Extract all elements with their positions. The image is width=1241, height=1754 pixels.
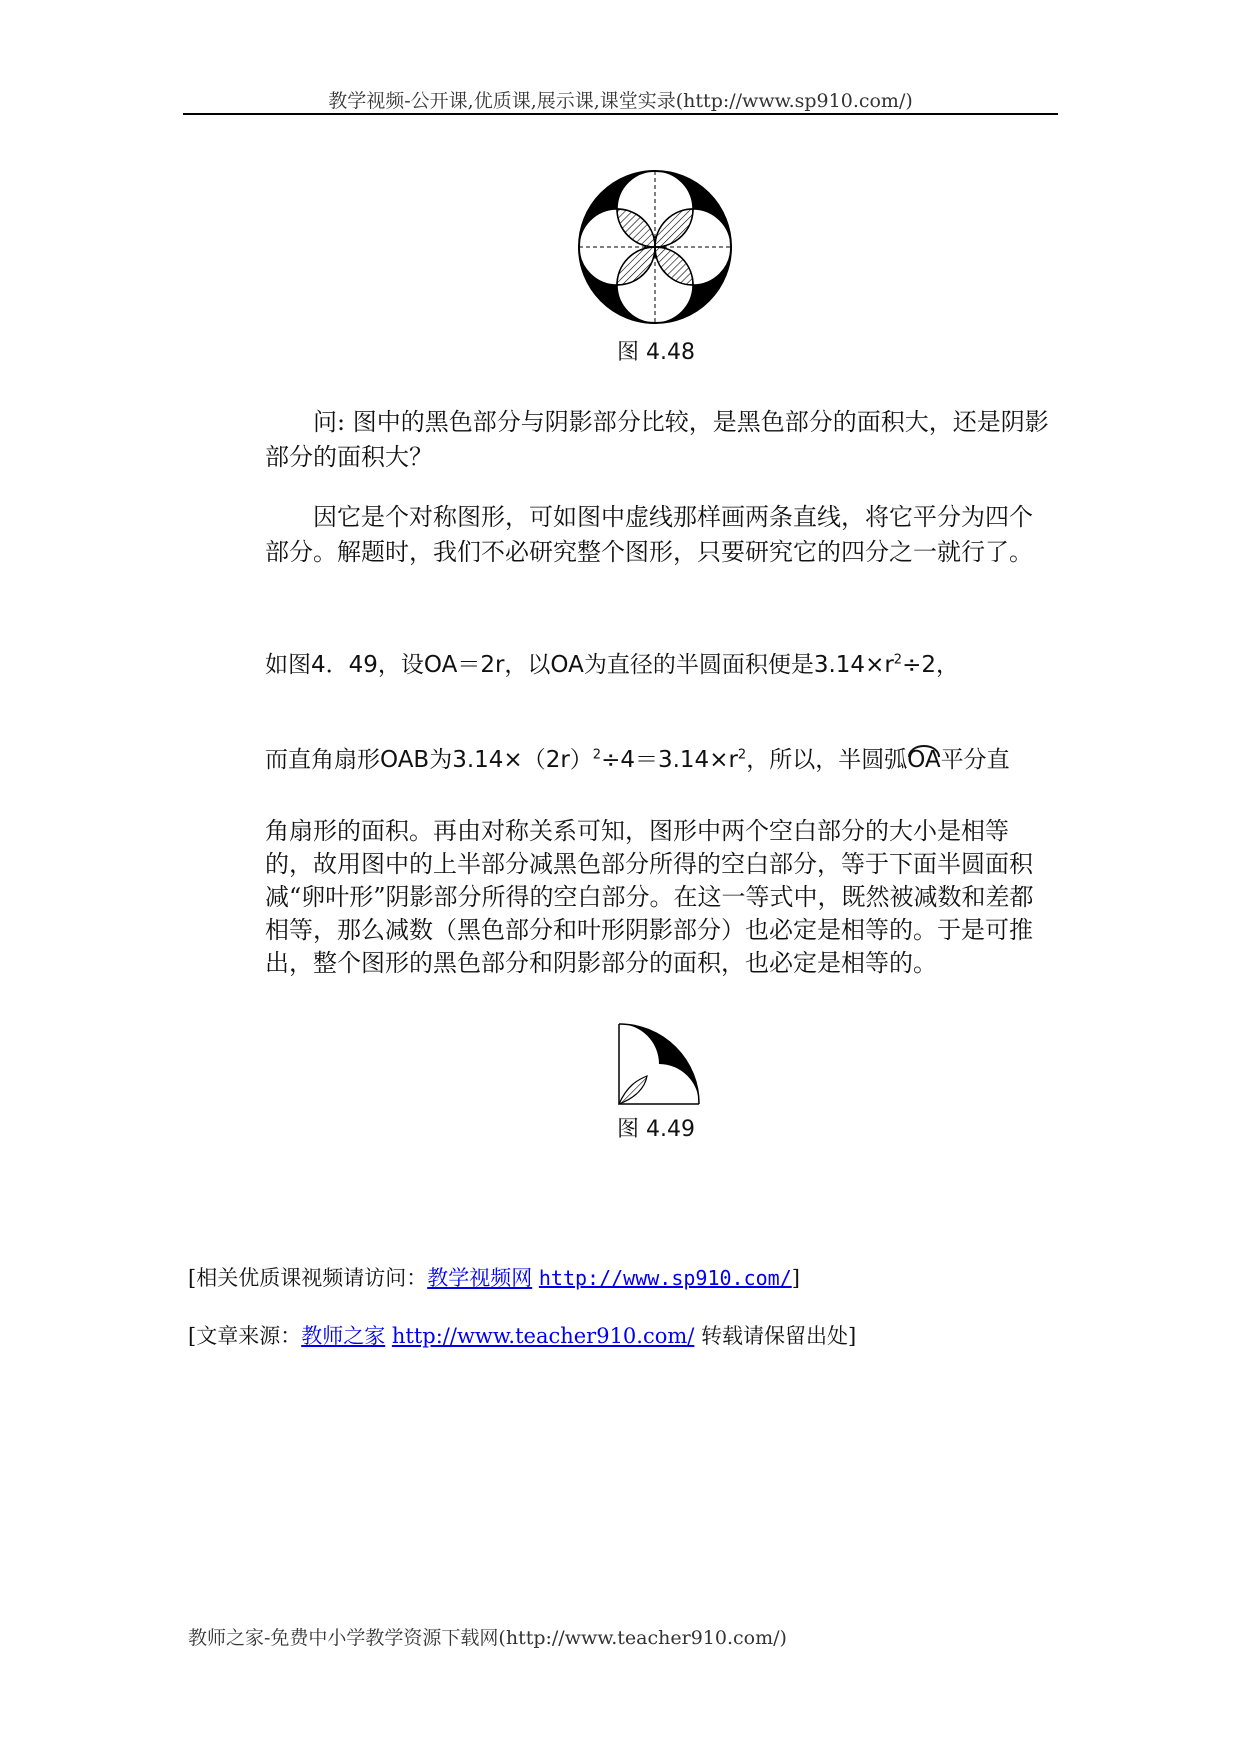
site-link-teacher910[interactable]: 教师之家	[301, 1324, 386, 1348]
url-link-teacher910[interactable]: http://www.teacher910.com/	[391, 1324, 695, 1348]
arc-oa: OA	[907, 747, 941, 773]
site-link-sp910[interactable]: 教学视频网	[427, 1266, 533, 1290]
page-footer: 教师之家-免费中小学教学资源下载网(http://www.teacher910.com/)	[188, 1627, 787, 1649]
related-videos-line: [相关优质课视频请访问：教学视频网 http://www.sp910.com/]	[188, 1266, 800, 1290]
intro-paragraph: 因它是个对称图形，可如图中虚线那样画两条直线，将它平分为四个部分。解题时，我们不必研究整个图形，只要研究它的四分之一就行了。	[265, 503, 1033, 566]
question-paragraph: 问: 图中的黑色部分与阴影部分比较，是黑色部分的面积大，还是阴影部分的面积大？	[265, 408, 1049, 471]
source-line: [文章来源：教师之家 http://www.teacher910.com/ 转载请保留出处]	[188, 1324, 857, 1348]
page-header: 教学视频-公开课,优质课,展示课,课堂实录(http://www.sp910.com/)	[328, 90, 913, 112]
math-line-1: 如图4．49，设OA＝2r，以OA为直径的半圆面积便是$3.14\times r^2\div 2$，	[265, 652, 959, 678]
math-line-2: 而直角扇形OAB为$3.14\times(2r)^2\div 4=3.14\times r^2$，所以，半圆弧OA平分直	[265, 747, 1010, 773]
figure-4-48	[576, 168, 734, 326]
figure-4-49-caption: 图 4.49	[617, 1117, 695, 1142]
figure-4-49	[617, 1022, 701, 1106]
figure-4-48-caption: 图 4.48	[617, 340, 695, 365]
conclusion-paragraph: 角扇形的面积。再由对称关系可知，图形中两个空白部分的大小是相等的，故用图中的上半部分减黑色部分所得的空白部分，等于下面半圆面积减“卵叶形”阴影部分所得的空白部分。在这一等式中，既然被减数和差都相等，那么减数（黑色部分和叶形阴影部分）也必定是相等的。于是可推出，整个图形的黑色部分和阴影部分的面积，也必定是相等的。	[265, 817, 1034, 977]
url-link-sp910[interactable]: http://www.sp910.com/	[538, 1266, 792, 1290]
header-divider	[183, 113, 1058, 115]
